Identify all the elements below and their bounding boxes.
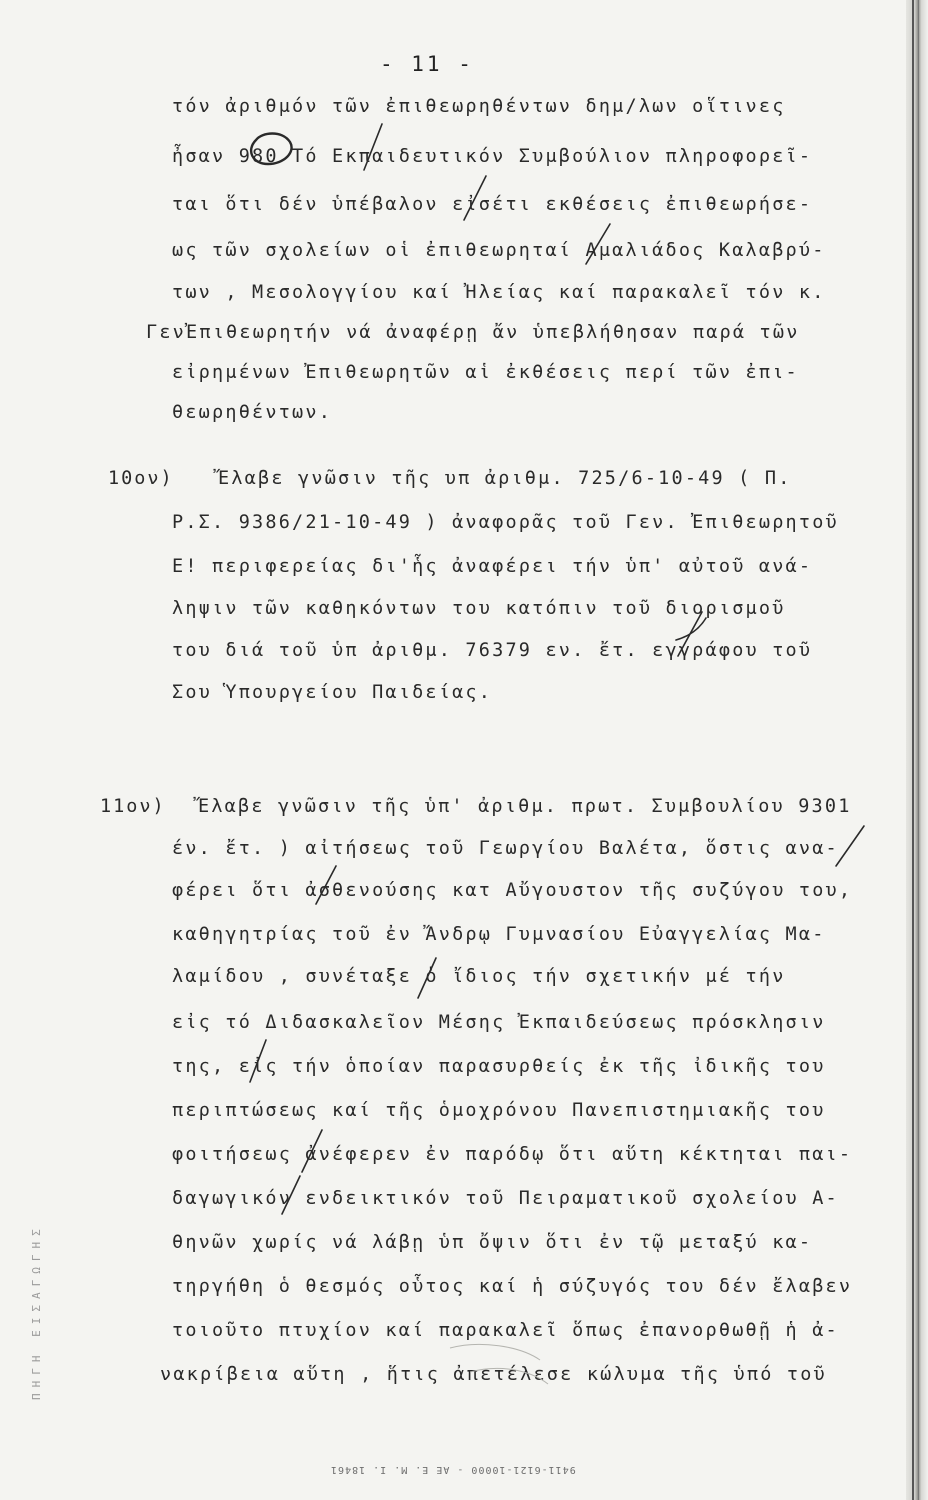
text-line: τοιοῦτο πτυχίον καί παρακαλεῖ ὅπως ἐπανορθωθῇ ἡ ἀ- bbox=[172, 1320, 839, 1341]
text-line: ΓενἘπιθεωρητήν νά ἀναφέρῃ ἄν ὑπεβλήθησαν παρά τῶν bbox=[146, 322, 800, 343]
text-line: του διά τοῦ ὑπ ἀριθμ. 76379 εν. ἔτ. εγγράφου τοῦ bbox=[172, 640, 813, 661]
text-line: φέρει ὅτι ἀσθενούσης κατ Αὔγουστον τῆς συζύγου του, bbox=[172, 880, 853, 901]
text-line: έν. ἔτ. ) αἰτήσεως τοῦ Γεωργίου Βαλέτα, ὅστις ανα- bbox=[172, 838, 839, 859]
text-line: δαγωγικόν ενδεικτικόν τοῦ Πειραματικοῦ σχολείου Α- bbox=[172, 1188, 839, 1209]
binding-edge bbox=[906, 0, 928, 1500]
item-number: 10ον) bbox=[108, 468, 174, 489]
text-line: καθηγητρίας τοῦ ἐν Ἄνδρῳ Γυμνασίου Εὐαγγελίας Μα- bbox=[172, 924, 826, 945]
text-line: ἦσαν 980 Τό Εκπαιδευτικόν Συμβούλιον πληροφορεῖ- bbox=[172, 146, 813, 167]
text-line: τόν ἀριθμόν τῶν ἐπιθεωρηθέντων δημ/λων οἵτινες bbox=[172, 96, 786, 117]
text-line: Σου Ὑπουργείου Παιδείας. bbox=[172, 682, 493, 703]
text-line: ληψιν τῶν καθηκόντων του κατόπιν τοῦ διορισμοῦ bbox=[172, 598, 786, 619]
text-line: εἰς τό Διδασκαλεῖον Μέσης Ἐκπαιδεύσεως πρόσκλησιν bbox=[172, 1012, 826, 1033]
text-line: φοιτήσεως ἀνέφερεν ἐν παρόδῳ ὅτι αὕτη κέκτηται παι- bbox=[172, 1144, 853, 1165]
text-line: Ε! περιφερείας δι'ἧς ἀναφέρει τήν ὑπ' αὐτοῦ ανά- bbox=[172, 556, 813, 577]
text-line: εἰρημένων Ἐπιθεωρητῶν αἱ ἐκθέσεις περί τῶν ἐπι- bbox=[172, 362, 799, 383]
text-line: περιπτώσεως καί τῆς ὁμοχρόνου Πανεπιστημιακῆς του bbox=[172, 1100, 826, 1121]
footer-print-code: 9411-6121-10000 - ΑΕ Ε. Μ. Ι. 18461 bbox=[330, 1464, 576, 1475]
text-line: ται ὅτι δέν ὑπέβαλον εἰσέτι εκθέσεις ἐπιθεωρήσε- bbox=[172, 194, 813, 215]
text-line: Ἔλαβε γνῶσιν τῆς ὑπ' ἀριθμ. πρωτ. Συμβουλίου 9301 bbox=[198, 796, 852, 817]
text-line: της, εἰς τήν ὁποίαν παρασυρθείς ἐκ τῆς ἰδικῆς του bbox=[172, 1056, 826, 1077]
text-line: των , Μεσολογγίου καί Ἠλείας καί παρακαλεῖ τόν κ. bbox=[172, 282, 826, 303]
item-number: 11ον) bbox=[100, 796, 166, 817]
text-line: νακρίβεια αὕτη , ἥτις ἀπετέλεσε κώλυμα τῆς ὑπό τοῦ bbox=[160, 1364, 827, 1385]
text-line: θεωρηθέντων. bbox=[172, 402, 333, 423]
text-line: ως τῶν σχολείων οἱ ἐπιθεωρηταί Αμαλιάδος Καλαβρύ- bbox=[172, 240, 826, 261]
text-line: Ἔλαβε γνῶσιν τῆς υπ ἀριθμ. 725/6-10-49 ( Π. bbox=[218, 468, 792, 489]
text-line: λαμίδου , συνέταξε ὁ ἴδιος τήν σχετικήν μέ τήν bbox=[172, 966, 786, 987]
margin-stamp: ΠΗΓΗ ΕΙΣΑΓΩΓΗΣ bbox=[30, 1223, 43, 1400]
text-line: θηνῶν χωρίς νά λάβῃ ὑπ ὄψιν ὅτι ἐν τῷ μεταξύ κα- bbox=[172, 1232, 813, 1253]
text-line: τηργήθη ὁ θεσμός οὗτος καί ἡ σύζυγός του δέν ἔλαβεν bbox=[172, 1276, 853, 1297]
page-number: - 11 - bbox=[380, 52, 474, 76]
text-line: Ρ.Σ. 9386/21-10-49 ) ἀναφορᾶς τοῦ Γεν. Ἐπιθεωρητοῦ bbox=[172, 512, 839, 533]
